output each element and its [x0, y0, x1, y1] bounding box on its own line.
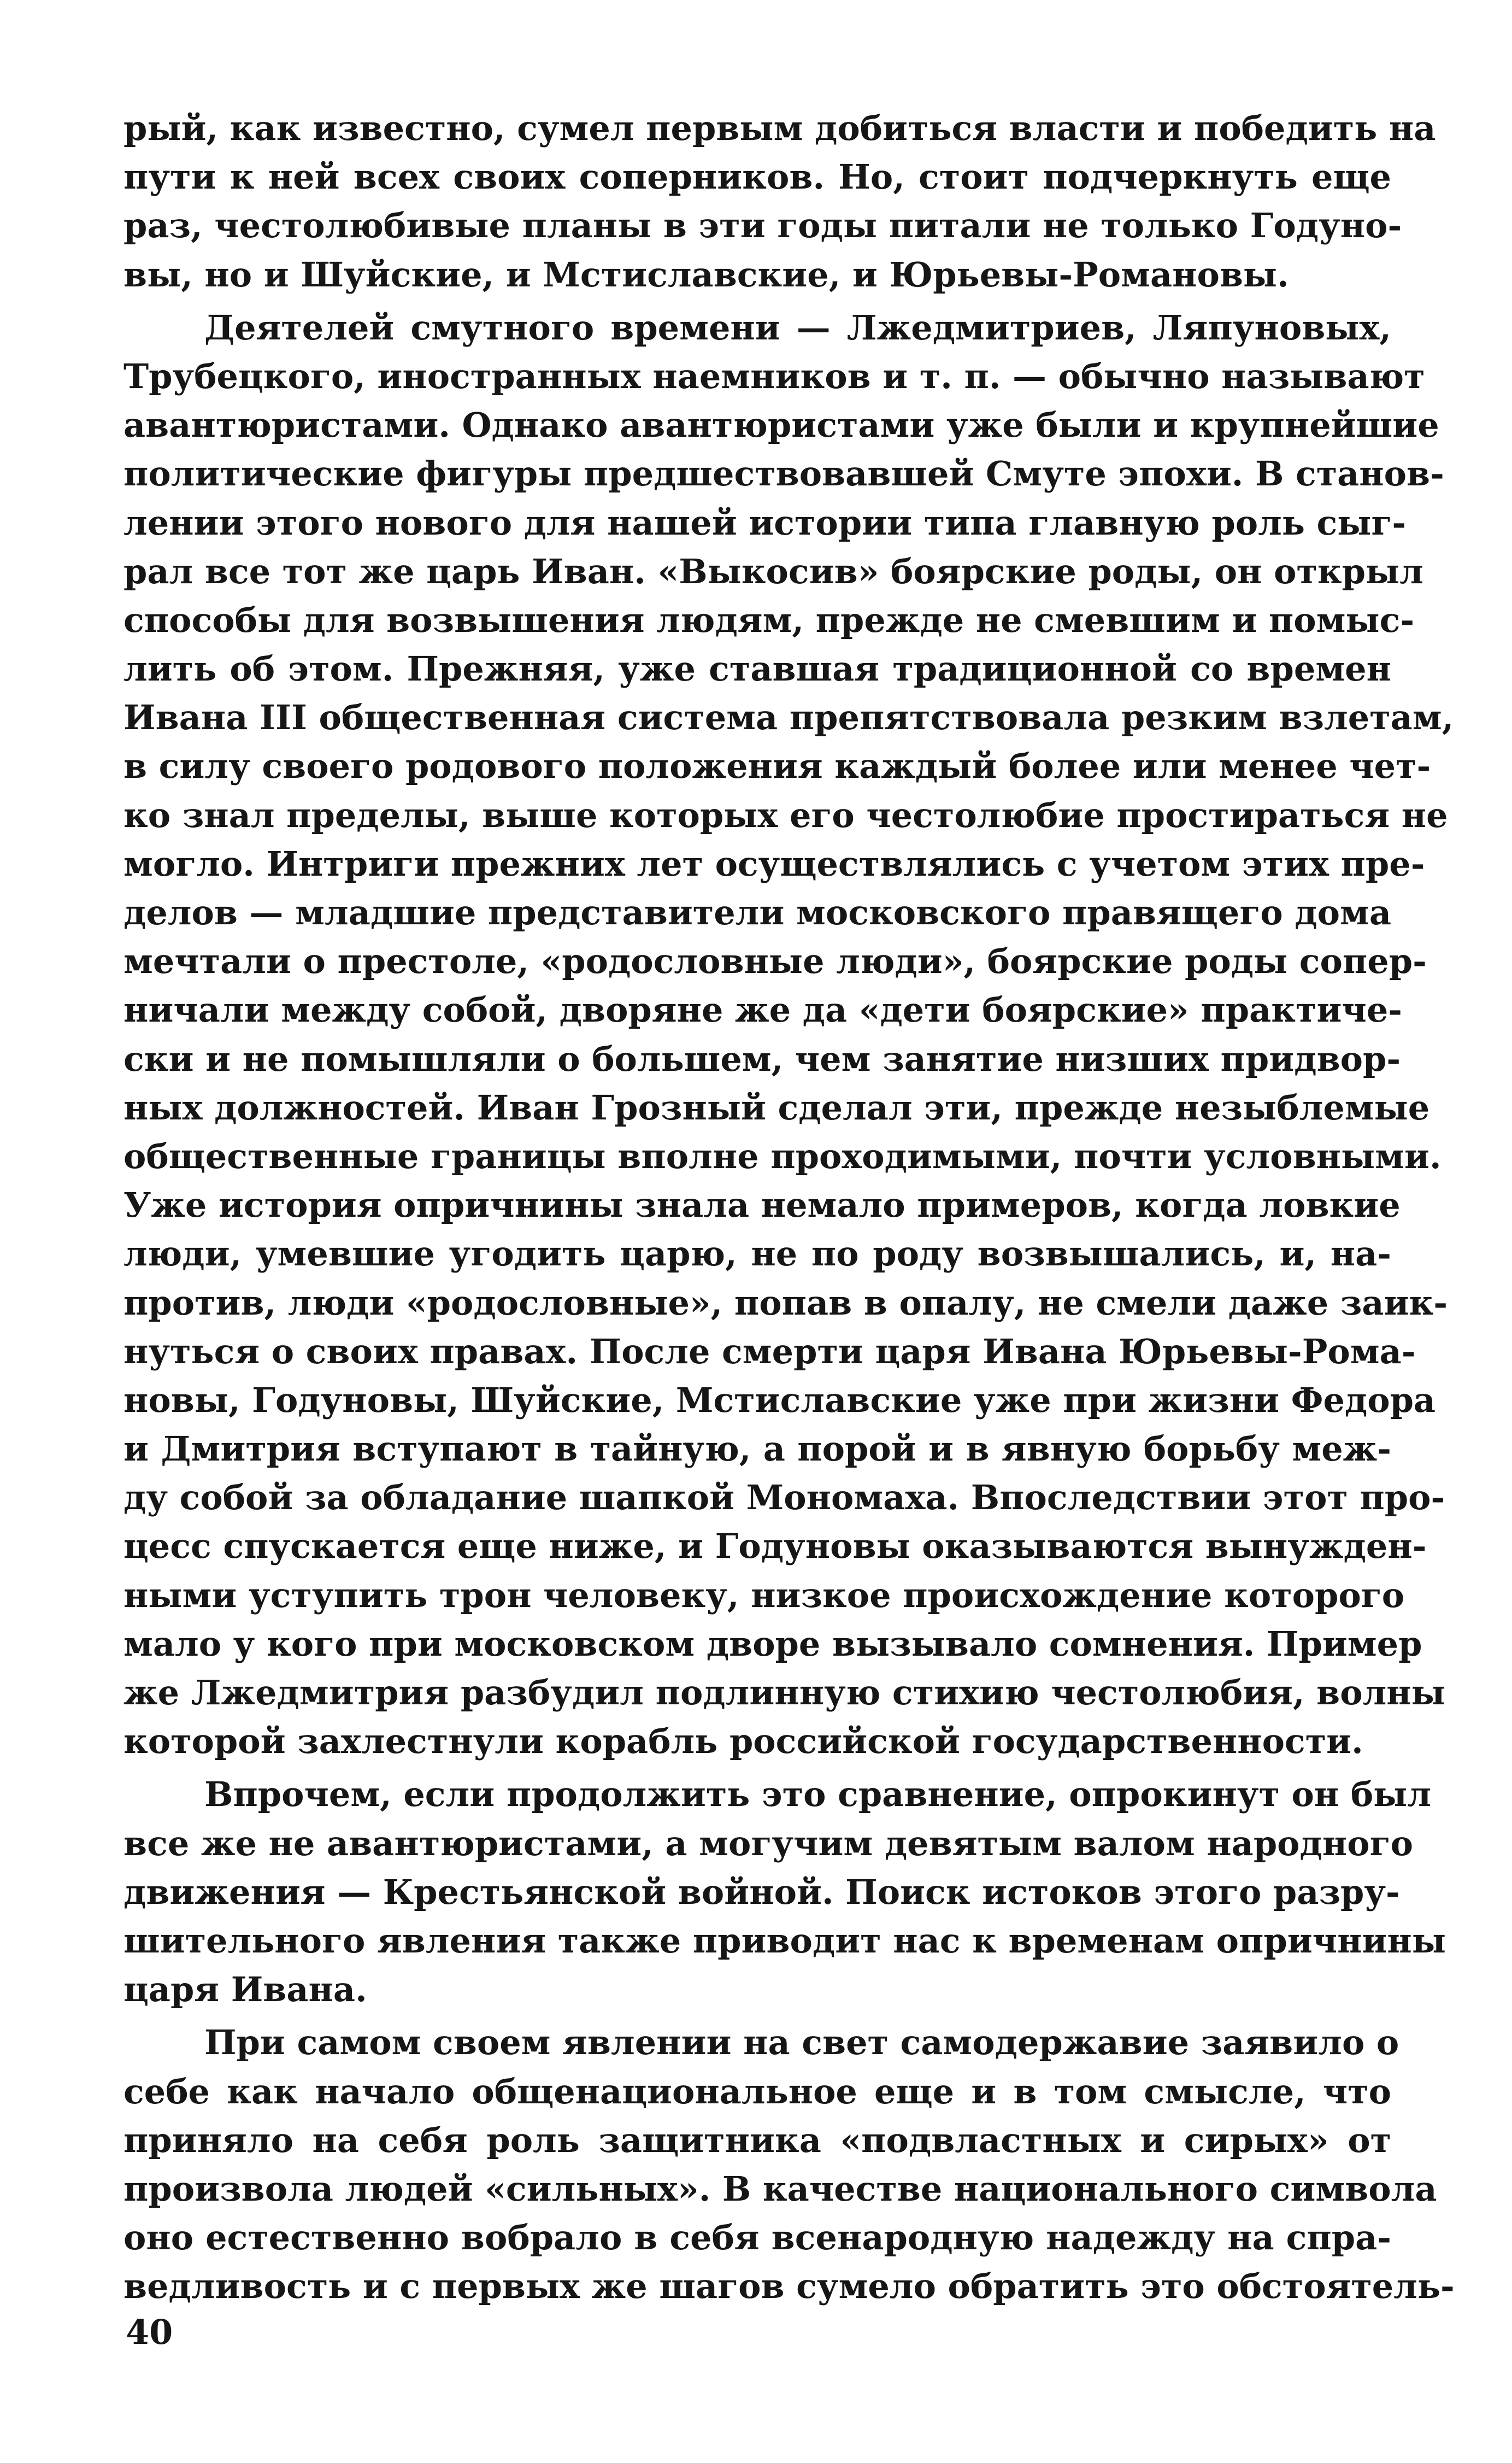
text-line: новы, Годуновы, Шуйские, Мстиславские уже при жизни Федора: [123, 1380, 1436, 1420]
text-line: шительного явления также приводит нас к временам опричнины: [123, 1920, 1446, 1961]
text-line: ду собой за обладание шапкой Мономаха. Впоследствии этот про-: [123, 1477, 1445, 1518]
paragraph: [123, 303, 1454, 1766]
text-line: общественные границы вполне проходимыми, почти условными.: [123, 1136, 1442, 1176]
text-line: же Лжедмитрия разбудил подлинную стихию честолюбия, волны: [123, 1673, 1445, 1713]
text-line: произвола людей «сильных». В качестве национального символа: [123, 2168, 1437, 2209]
text-line: Уже история опричнины знала немало примеров, когда ловкие: [123, 1185, 1401, 1225]
text-line: лении этого нового для нашей истории типа главную роль сыг-: [123, 502, 1407, 543]
text-line: все же не авантюристами, а могучим девятым валом народного: [123, 1823, 1413, 1863]
text-line: Трубецкого, иностранных наемников и т. п. — обычно называют: [123, 356, 1425, 396]
paragraph: [123, 104, 1436, 299]
text-line: себе как начало общенациональное еще и в том смысле, что: [123, 2071, 1391, 2112]
text-line: мечтали о престоле, «родословные люди», боярские роды сопер-: [123, 941, 1427, 982]
text-line: ведливость и с первых же шагов сумело обратить это обстоятель-: [123, 2266, 1455, 2307]
text-line: Ивана III общественная система препятствовала резким взлетам,: [123, 697, 1454, 738]
text-line: ничали между собой, дворяне же да «дети боярские» практиче-: [123, 990, 1403, 1030]
text-line: и Дмитрия вступают в тайную, а порой и в явную борьбу меж-: [123, 1429, 1391, 1469]
text-line: мало у кого при московском дворе вызывало сомнения. Пример: [123, 1623, 1422, 1664]
text-line: политические фигуры предшествовавшей Смуте эпохи. В станов-: [123, 454, 1444, 494]
text-line: делов — младшие представители московского правящего дома: [123, 893, 1391, 933]
body-text: [123, 104, 1455, 2310]
text-line: способы для возвышения людям, прежде не смевшим и помыс-: [123, 600, 1415, 640]
text-line: ными уступить трон человеку, низкое происхождение которого: [123, 1575, 1405, 1615]
paragraph: [123, 1770, 1446, 2014]
text-line: ски и не помышляли о большем, чем занятие низших придвор-: [123, 1039, 1401, 1079]
text-line: движения — Крестьянской войной. Поиск истоков этого разру-: [123, 1872, 1400, 1912]
text-line: которой захлестнули корабль российской государственности.: [123, 1721, 1363, 1762]
text-line: Деятелей смутного времени — Лжедмитриев, Ляпуновых,: [204, 307, 1391, 348]
text-line: против, люди «родословные», попав в опалу, не смели даже заик-: [123, 1282, 1448, 1323]
text-line: Впрочем, если продолжить это сравнение, опрокинут он был: [204, 1774, 1432, 1815]
text-line: ко знал пределы, выше которых его честолюбие простираться не: [123, 795, 1448, 835]
text-line: авантюристами. Однако авантюристами уже были и крупнейшие: [123, 405, 1439, 445]
text-line: люди, умевшие угодить царю, не по роду возвышались, и, на-: [123, 1234, 1391, 1274]
text-line: нуться о своих правах. После смерти царя Ивана Юрьевы-Рома-: [123, 1331, 1416, 1371]
paragraph: [123, 2018, 1455, 2310]
text-line: лить об этом. Прежняя, уже ставшая традиционной со времен: [123, 649, 1391, 689]
text-line: оно естественно вобрало в себя всенародную надежду на спра-: [123, 2218, 1391, 2258]
text-line: могло. Интриги прежних лет осуществлялись с учетом этих пре-: [123, 843, 1425, 884]
text-line: При самом своем явлении на свет самодержавие заявило о: [204, 2022, 1399, 2063]
text-line: вы, но и Шуйские, и Мстиславские, и Юрьевы-Романовы.: [123, 254, 1289, 295]
text-line: царя Ивана.: [123, 1969, 367, 2010]
text-line: приняло на себя роль защитника «подвластных и сирых» от: [123, 2120, 1391, 2160]
text-line: в силу своего родового положения каждый более или менее чет-: [123, 746, 1431, 787]
text-line: ных должностей. Иван Грозный сделал эти, прежде незыблемые: [123, 1087, 1430, 1128]
page-number: 40: [126, 2312, 173, 2352]
text-line: пути к ней всех своих соперников. Но, стоит подчеркнуть еще: [123, 157, 1391, 197]
text-line: рал все тот же царь Иван. «Выкосив» боярские роды, он открыл: [123, 551, 1423, 591]
text-line: раз, честолюбивые планы в эти годы питали не только Годуно-: [123, 206, 1402, 246]
text-line: рый, как известно, сумел первым добиться власти и победить на: [123, 108, 1436, 148]
text-line: цесс спускается еще ниже, и Годуновы оказываются вынужден-: [123, 1526, 1427, 1567]
